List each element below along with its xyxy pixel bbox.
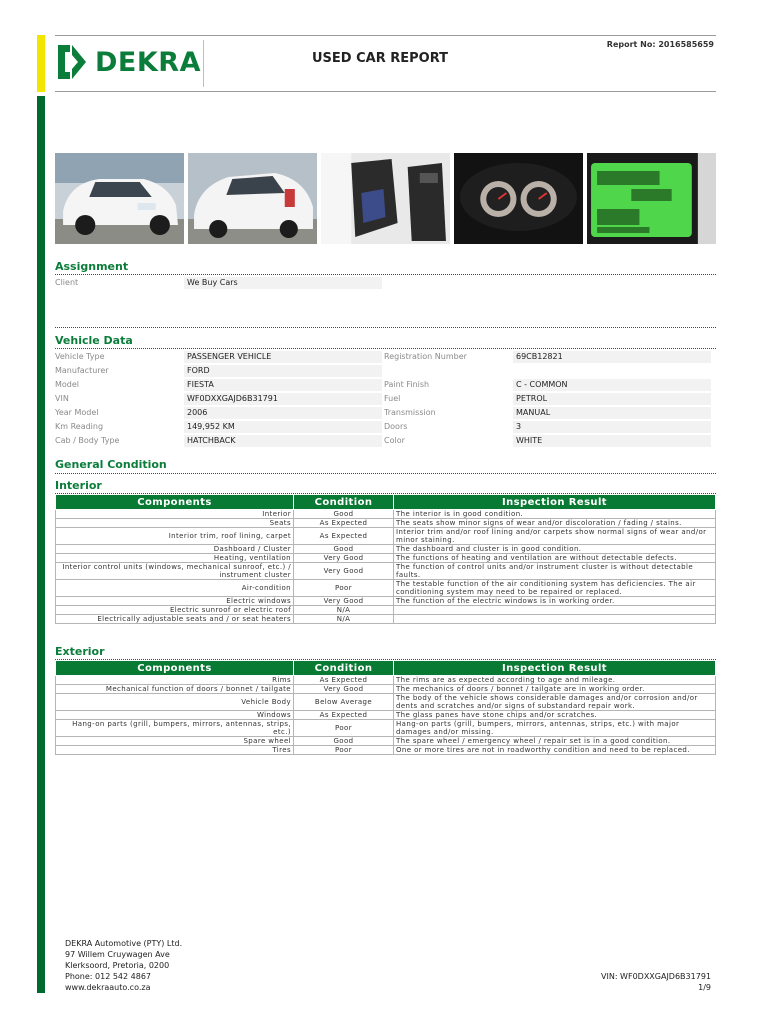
result-cell: The testable function of the air conditioning system has deficiencies. The air conditioning system may need to be repaired or replaced. (394, 580, 716, 597)
condition-cell: Good (294, 737, 394, 746)
component-cell: Tires (56, 746, 294, 755)
result-cell: Hang-on parts (grill, bumpers, mirrors, antennas, strips, etc.) with major damages and/or missing. (394, 720, 716, 737)
result-cell: Interior trim and/or roof lining and/or carpets show normal signs of wear and/or minor staining. (394, 528, 716, 545)
condition-header: Condition (294, 661, 394, 676)
general-condition-title: General Condition (55, 458, 167, 471)
condition-header: Condition (294, 495, 394, 510)
assignment-title: Assignment (55, 260, 129, 273)
assignment-divider (55, 274, 716, 275)
condition-cell: Good (294, 510, 394, 519)
footer-company: DEKRA Automotive (PTY) Ltd. (65, 939, 183, 948)
condition-cell: N/A (294, 615, 394, 624)
component-cell: Air-condition (56, 580, 294, 597)
component-cell: Interior (56, 510, 294, 519)
table-row (56, 528, 716, 545)
vehicle-field-row (55, 407, 382, 419)
result-cell: The glass panes have stone chips and/or scratches. (394, 711, 716, 720)
result-cell: One or more tires are not in roadworthy condition and need to be replaced. (394, 746, 716, 755)
year-model-label: Year Model (55, 408, 99, 417)
page-number: 1/9 (698, 983, 711, 992)
paint-finish-value: C - COMMON (513, 379, 711, 391)
vehicle-field-row (384, 393, 712, 405)
table-row (56, 685, 716, 694)
result-cell: The spare wheel / emergency wheel / repair set is in a good condition. (394, 737, 716, 746)
component-cell: Spare wheel (56, 737, 294, 746)
table-row (56, 615, 716, 624)
general-condition-divider (55, 473, 716, 474)
table-row (56, 746, 716, 755)
table-row (56, 737, 716, 746)
model-value: FIESTA (184, 379, 382, 391)
component-cell: Dashboard / Cluster (56, 545, 294, 554)
body-type-value: HATCHBACK (184, 435, 382, 447)
vehicle-field-row (55, 435, 382, 447)
result-header: Inspection Result (394, 661, 716, 676)
km-reading-value: 149,952 KM (184, 421, 382, 433)
header-bottom-rule (55, 91, 716, 92)
vehicle-type-value: PASSENGER VEHICLE (184, 351, 382, 363)
page-title: USED CAR REPORT (312, 51, 449, 66)
condition-cell: Good (294, 545, 394, 554)
interior-title: Interior (55, 479, 102, 492)
table-row (56, 676, 716, 685)
component-cell: Interior control units (windows, mechanical sunroof, etc.) / instrument cluster (56, 563, 294, 580)
vehicle-type-label: Vehicle Type (55, 352, 105, 361)
photo-odometer-display[interactable] (587, 153, 716, 244)
vehicle-field-row (55, 421, 382, 433)
accent-bar-green (37, 96, 45, 993)
body-type-label: Cab / Body Type (55, 436, 120, 445)
component-cell: Seats (56, 519, 294, 528)
transmission-label: Transmission (384, 408, 436, 417)
condition-cell: As Expected (294, 676, 394, 685)
color-label: Color (384, 436, 405, 445)
footer-website-link[interactable]: www.dekraauto.co.za (65, 983, 151, 992)
table-row (56, 519, 716, 528)
component-cell: Electric windows (56, 597, 294, 606)
table-row (56, 580, 716, 597)
footer-address-line-2: Klerksoord, Pretoria, 0200 (65, 961, 170, 970)
table-row (56, 694, 716, 711)
report-number: Report No: 2016585659 (606, 40, 714, 49)
photo-instrument-cluster[interactable] (454, 153, 583, 244)
condition-cell: Very Good (294, 563, 394, 580)
condition-cell: As Expected (294, 519, 394, 528)
condition-cell: As Expected (294, 711, 394, 720)
client-row (55, 277, 382, 289)
footer-address (65, 938, 182, 993)
photo-strip (55, 153, 716, 244)
vehicle-field-row (384, 435, 712, 447)
result-cell: The function of the electric windows is in working order. (394, 597, 716, 606)
table-row (56, 563, 716, 580)
km-reading-label: Km Reading (55, 422, 104, 431)
transmission-value: MANUAL (513, 407, 711, 419)
exterior-title: Exterior (55, 645, 105, 658)
vehicle-field-row (384, 421, 712, 433)
paint-finish-label: Paint Finish (384, 380, 430, 389)
table-row (56, 554, 716, 563)
component-cell: Electric sunroof or electric roof (56, 606, 294, 615)
accent-bar-yellow (37, 35, 45, 92)
vehicle-field-row (384, 407, 712, 419)
result-cell (394, 615, 716, 624)
component-cell: Mechanical function of doors / bonnet / tailgate (56, 685, 294, 694)
condition-cell: Very Good (294, 554, 394, 563)
component-cell: Electrically adjustable seats and / or seat heaters (56, 615, 294, 624)
footer-address-line-1: 97 Willem Cruywagen Ave (65, 950, 170, 959)
table-row (56, 545, 716, 554)
header-top-rule (55, 35, 716, 36)
components-header: Components (56, 661, 294, 676)
component-cell: Heating, ventilation (56, 554, 294, 563)
component-cell: Hang-on parts (grill, bumpers, mirrors, antennas, strips, etc.) (56, 720, 294, 737)
result-header: Inspection Result (394, 495, 716, 510)
color-value: WHITE (513, 435, 711, 447)
assignment-bottom-divider (55, 327, 716, 328)
doors-label: Doors (384, 422, 408, 431)
vehicle-field-row (55, 351, 382, 363)
result-cell (394, 606, 716, 615)
condition-cell: Poor (294, 580, 394, 597)
photo-rear-exterior[interactable] (188, 153, 317, 244)
year-model-value: 2006 (184, 407, 382, 419)
client-value: We Buy Cars (184, 277, 382, 289)
vehicle-field-row (384, 379, 712, 391)
vehicle-field-row (55, 379, 382, 391)
table-header-row (56, 495, 716, 510)
result-cell: The interior is in good condition. (394, 510, 716, 519)
fuel-label: Fuel (384, 394, 401, 403)
condition-cell: As Expected (294, 528, 394, 545)
condition-cell: Poor (294, 720, 394, 737)
vehicle-field-row (55, 393, 382, 405)
fuel-value: PETROL (513, 393, 711, 405)
registration-value: 69CB12821 (513, 351, 711, 363)
footer-vin: VIN: WF0DXXGAJD6B31791 (601, 972, 711, 981)
table-row (56, 510, 716, 519)
vin-label: VIN (55, 394, 69, 403)
vehicle-data-title: Vehicle Data (55, 334, 133, 347)
model-label: Model (55, 380, 80, 389)
result-cell: The seats show minor signs of wear and/or discoloration / fading / stains. (394, 519, 716, 528)
table-row (56, 720, 716, 737)
table-row (56, 711, 716, 720)
condition-cell: Poor (294, 746, 394, 755)
registration-label: Registration Number (384, 352, 467, 361)
result-cell: The dashboard and cluster is in good condition. (394, 545, 716, 554)
table-row (56, 606, 716, 615)
component-cell: Rims (56, 676, 294, 685)
vehicle-field-row (384, 351, 712, 363)
logo-text: DEKRA (95, 46, 201, 78)
vehicle-data-divider (55, 348, 716, 349)
manufacturer-label: Manufacturer (55, 366, 109, 375)
footer-meta (601, 971, 711, 993)
components-header: Components (56, 495, 294, 510)
interior-table (55, 494, 716, 624)
client-label: Client (55, 278, 79, 287)
table-header-row (56, 661, 716, 676)
component-cell: Vehicle Body (56, 694, 294, 711)
component-cell: Windows (56, 711, 294, 720)
manufacturer-value: FORD (184, 365, 382, 377)
result-cell: The body of the vehicle shows considerable damages and/or corrosion and/or dents and scratches and/or signs of substandard repair work. (394, 694, 716, 711)
photo-front-exterior[interactable] (55, 153, 184, 244)
footer-phone: Phone: 012 542 4867 (65, 972, 152, 981)
condition-cell: Below Average (294, 694, 394, 711)
condition-cell: N/A (294, 606, 394, 615)
header-divider (203, 40, 204, 87)
result-cell: The rims are as expected according to age and mileage. (394, 676, 716, 685)
table-row (56, 597, 716, 606)
vin-value: WF0DXXGAJD6B31791 (184, 393, 382, 405)
component-cell: Interior trim, roof lining, carpet (56, 528, 294, 545)
result-cell: The function of control units and/or instrument cluster is without detectable faults. (394, 563, 716, 580)
dekra-logo-mark-icon (56, 43, 88, 81)
photo-front-seats[interactable] (321, 153, 450, 244)
condition-cell: Very Good (294, 597, 394, 606)
doors-value: 3 (513, 421, 711, 433)
vehicle-field-row (55, 365, 382, 377)
dekra-logo (56, 43, 201, 81)
result-cell: The functions of heating and ventilation are without detectable defects. (394, 554, 716, 563)
condition-cell: Very Good (294, 685, 394, 694)
exterior-table (55, 660, 716, 755)
result-cell: The mechanics of doors / bonnet / tailgate are in working order. (394, 685, 716, 694)
